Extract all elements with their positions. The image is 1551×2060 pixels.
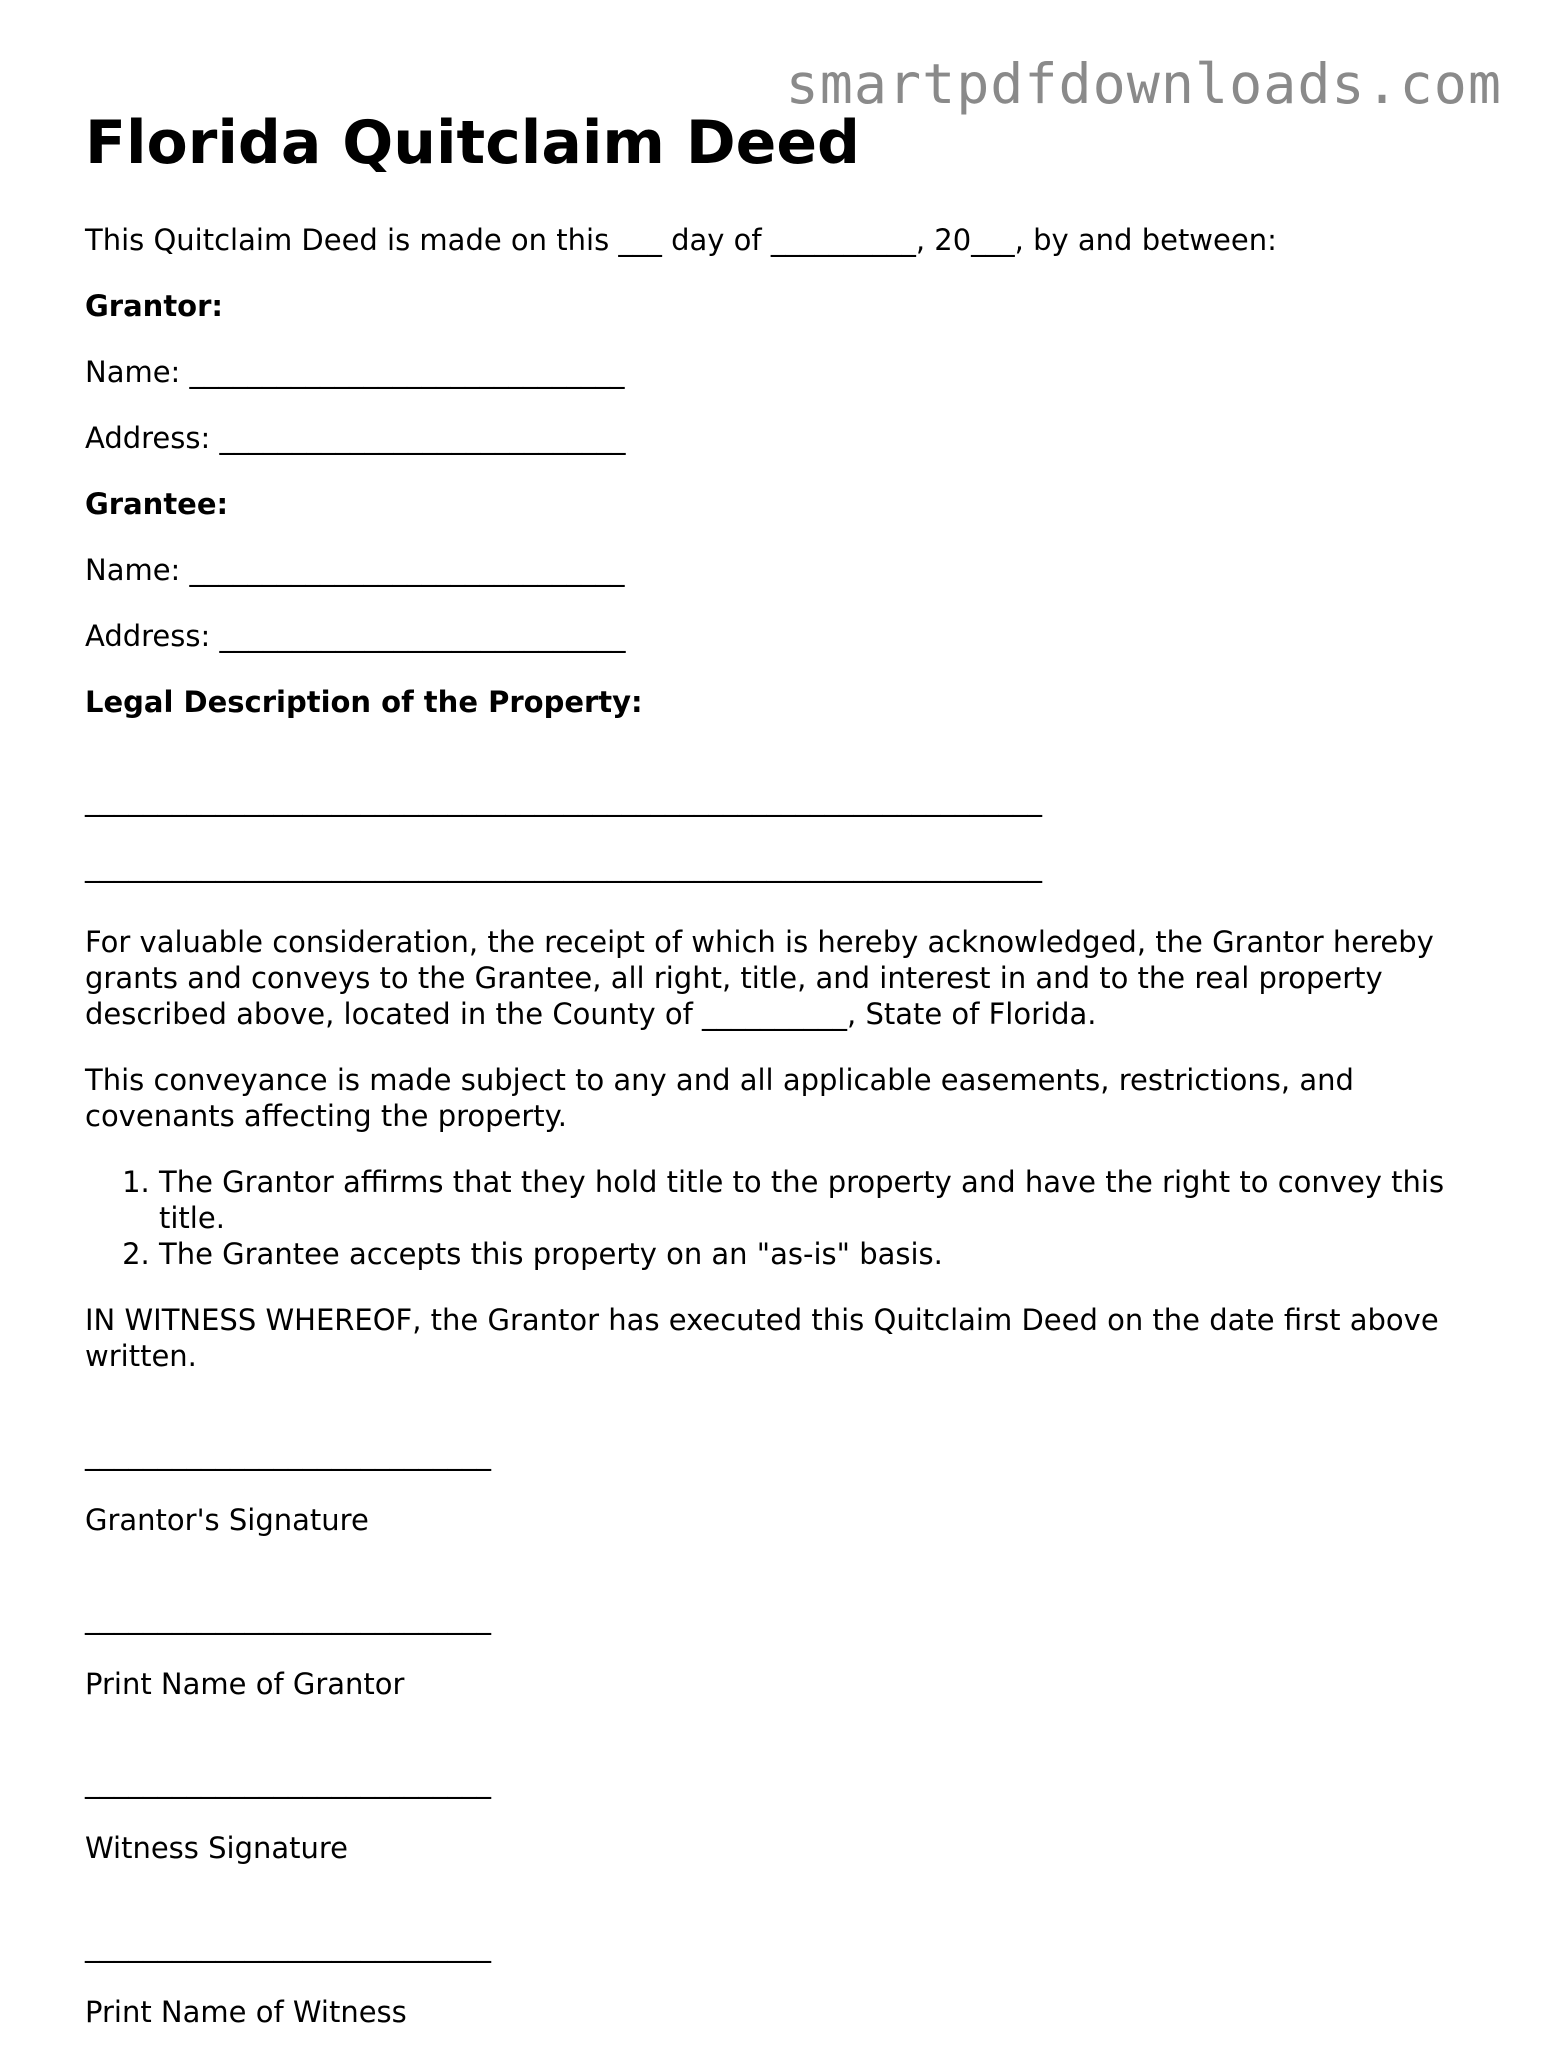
- witness-clause: IN WITNESS WHEREOF, the Grantor has executed this Quitclaim Deed on the date first above written.: [85, 1303, 1439, 1373]
- witness-signature-line: ____________________________: [85, 1765, 491, 1799]
- grantor-signature-label: Grantor's Signature: [85, 1503, 369, 1537]
- grantor-heading: Grantor:: [85, 289, 224, 323]
- witness-signature-label: Witness Signature: [85, 1831, 349, 1865]
- witness-print-name-label: Print Name of Witness: [85, 1995, 407, 2029]
- grantor-signature-line: ____________________________: [85, 1437, 491, 1471]
- document-page: [85, 108, 1465, 2060]
- conveyance-paragraph: This conveyance is made subject to any and all applicable easements, restrictions, and covenants affecting the property.: [85, 1063, 1354, 1133]
- grantee-heading: Grantee:: [85, 487, 229, 521]
- legal-description-line-2: __________________________________________________________________: [85, 849, 1042, 883]
- grantee-address-field: Address: ____________________________: [85, 619, 626, 653]
- grantor-print-name-line: ____________________________: [85, 1601, 491, 1635]
- intro-paragraph: This Quitclaim Deed is made on this ___ day of __________, 20___, by and between:: [85, 223, 1277, 257]
- grantor-address-field: Address: ____________________________: [85, 421, 626, 455]
- legal-description-heading: Legal Description of the Property:: [85, 685, 643, 719]
- legal-description-line-1: __________________________________________________________________: [85, 783, 1042, 817]
- watermark: smartpdfdownloads.com: [785, 52, 1502, 116]
- witness-print-name-line: ____________________________: [85, 1929, 491, 1963]
- document-title: Florida Quitclaim Deed: [85, 108, 860, 178]
- list-item: 2. The Grantee accepts this property on an "as-is" basis.: [159, 1236, 1465, 1272]
- grantee-name-field: Name: ______________________________: [85, 553, 625, 587]
- terms-list: [85, 1164, 1465, 1272]
- list-item: 1. The Grantor affirms that they hold title to the property and have the right to convey this title.: [159, 1164, 1465, 1236]
- grantor-print-name-label: Print Name of Grantor: [85, 1667, 405, 1701]
- grantor-name-field: Name: ______________________________: [85, 355, 625, 389]
- consideration-paragraph: For valuable consideration, the receipt of which is hereby acknowledged, the Grantor hereby grants and conveys to the Grantee, all right, title, and interest in and to the real property described above, located in the County of __________, State of Florida.: [85, 925, 1434, 1031]
